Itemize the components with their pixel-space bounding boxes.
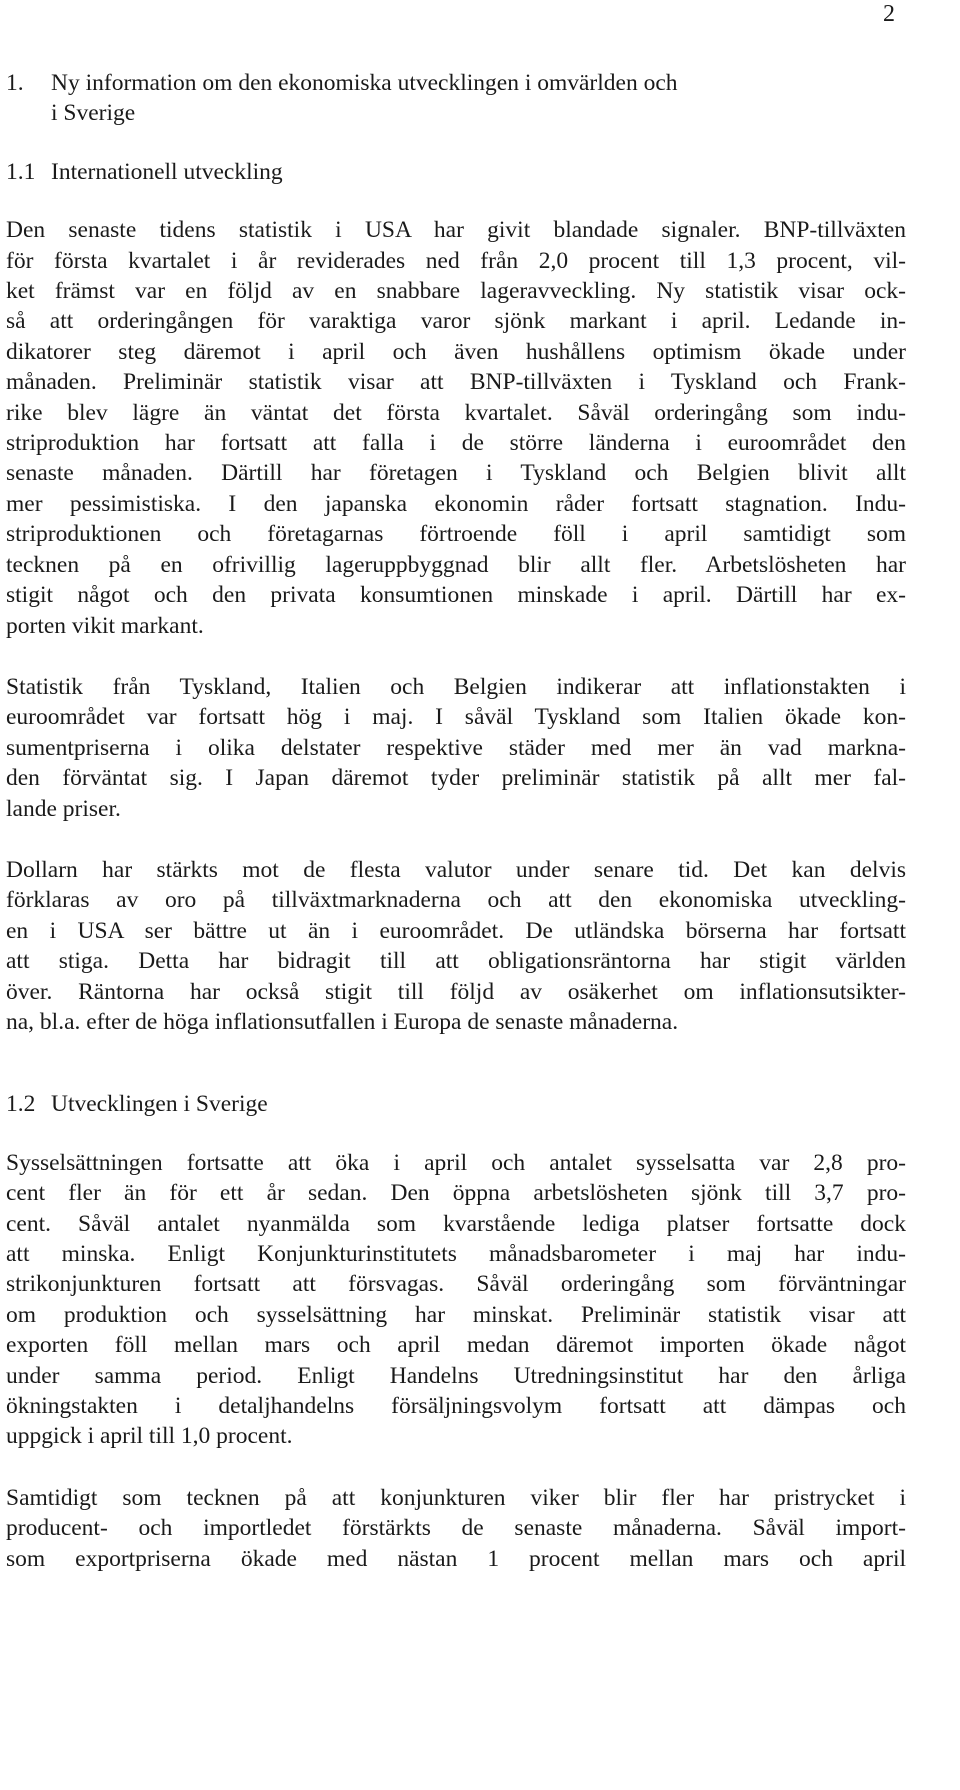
text-line: na, bl.a. efter de höga inflationsutfallen i Europa de senaste månaderna. (6, 1008, 679, 1035)
section-heading-1-2 (6, 1089, 906, 1119)
paragraph-sweden-2 (6, 1483, 906, 1574)
text-line: producent- och importledet förstärkts de senaste månaderna. Såväl import- (6, 1515, 906, 1542)
text-line: under samma period. Enligt Handelns Utredningsinstitut har den årliga (6, 1362, 906, 1389)
text-line: så att orderingången för varaktiga varor sjönk markant i april. Ledande in- (6, 308, 906, 335)
text-line: exporten föll mellan mars och april medan däremot importen ökade något (6, 1332, 906, 1359)
text-line: cent. Såväl antalet nyanmälda som kvarstående lediga platser fortsatte dock (6, 1210, 906, 1237)
section-heading-1 (6, 68, 906, 129)
text-line: euroområdet var fortsatt hög i maj. I såväl Tyskland som Italien ökade kon- (6, 704, 906, 731)
text-line: för första kvartalet i år reviderades ned från 2,0 procent till 1,3 procent, vil- (6, 247, 906, 274)
text-line: att stiga. Detta har bidragit till att obligationsräntorna har stigit världen (6, 948, 906, 975)
text-line: stigit något och den privata konsumtionen minskade i april. Därtill har ex- (6, 582, 906, 609)
text-line: mer pessimistiska. I den japanska ekonomin råder fortsatt stagnation. Indu- (6, 490, 906, 517)
section-title: Internationell utveckling (51, 158, 283, 185)
section-number: 1. (6, 70, 24, 96)
section-heading-1-1 (6, 157, 906, 187)
text-line: uppgick i april till 1,0 procent. (6, 1423, 293, 1450)
text-line: över. Räntorna har också stigit till följd av osäkerhet om inflationsutsikter- (6, 978, 906, 1005)
text-line: rike blev lägre än väntat det första kvartalet. Såväl orderingång som indu- (6, 399, 906, 426)
text-line: senaste månaden. Därtill har företagen i Tyskland och Belgien blivit allt (6, 460, 906, 487)
document-body (6, 68, 906, 1574)
text-line: sumentpriserna i olika delstater respektive städer med mer än vad markna- (6, 734, 906, 761)
text-line: Dollarn har stärkts mot de flesta valutor under senare tid. Det kan delvis (6, 856, 906, 883)
section-number: 1.1 (6, 158, 36, 185)
paragraph-international-2 (6, 672, 906, 824)
text-line: ökningstakten i detaljhandelns försäljningsvolym fortsatt att dämpas och (6, 1393, 906, 1420)
text-line: Samtidigt som tecknen på att konjunkturen viker blir fler har pristrycket i (6, 1484, 906, 1511)
section-heading-line (6, 1089, 906, 1119)
text-line: lande priser. (6, 795, 121, 822)
text-line: dikatorer steg däremot i april och även hushållens optimism ökade under (6, 338, 906, 365)
text-line: Statistik från Tyskland, Italien och Belgien indikerar att inflationstakten i (6, 673, 906, 700)
text-line: den förväntat sig. I Japan däremot tyder preliminär statistik på allt mer fal- (6, 765, 906, 792)
paragraph-international-3 (6, 855, 906, 1037)
text-line: strikonjunkturen fortsatt att försvagas. Såväl orderingång som förväntningar (6, 1271, 906, 1298)
text-line: en i USA ser bättre ut än i euroområdet. De utländska börserna har fortsatt (6, 917, 906, 944)
page-number: 2 (883, 1, 895, 27)
text-line: månaden. Preliminär statistik visar att BNP-tillväxten i Tyskland och Frank- (6, 369, 906, 396)
text-line: Den senaste tidens statistik i USA har givit blandade signaler. BNP-tillväxten (6, 217, 906, 244)
text-line: porten vikit markant. (6, 612, 204, 639)
section-title: i Sverige (51, 100, 136, 127)
text-line: förklaras av oro på tillväxtmarknaderna och att den ekonomiska utveckling- (6, 887, 906, 914)
text-line: att minska. Enligt Konjunkturinstitutets månadsbarometer i maj har indu- (6, 1241, 906, 1267)
text-line: cent fler än för ett år sedan. Den öppna arbetslösheten sjönk till 3,7 pro- (6, 1180, 906, 1207)
text-line: tecknen på en ofrivillig lageruppbyggnad blir allt fler. Arbetslösheten har (6, 551, 906, 578)
section-number: 1.2 (6, 1091, 36, 1118)
text-line: som exportpriserna ökade med nästan 1 procent mellan mars och april (6, 1545, 906, 1572)
paragraph-international-1 (6, 215, 906, 641)
section-heading-line (6, 157, 906, 187)
section-title: Ny information om den ekonomiska utvecklingen i omvärlden och (51, 70, 678, 96)
text-line: om produktion och sysselsättning har minskat. Preliminär statistik visar att (6, 1301, 906, 1328)
section-title: Utvecklingen i Sverige (51, 1091, 268, 1118)
section-heading-line (6, 68, 906, 98)
text-line: Sysselsättningen fortsatte att öka i april och antalet sysselsatta var 2,8 pro- (6, 1149, 906, 1176)
paragraph-sweden-1 (6, 1148, 906, 1452)
section-heading-line (6, 98, 906, 128)
text-line: striproduktionen och företagarnas förtroende föll i april samtidigt som (6, 521, 906, 548)
text-line: ket främst var en följd av en snabbare lageravveckling. Ny statistik visar ock- (6, 278, 906, 305)
text-line: striproduktion har fortsatt att falla i de större länderna i euroområdet den (6, 430, 906, 457)
